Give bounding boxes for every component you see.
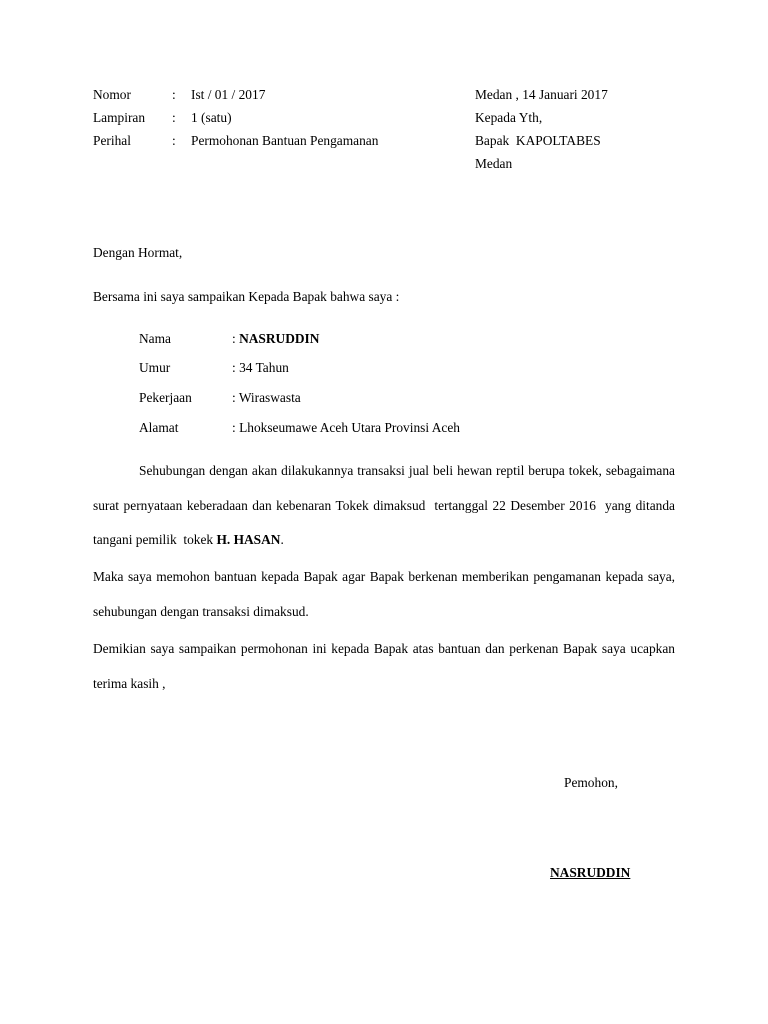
recipient-line-2: Bapak KAPOLTABES: [475, 133, 601, 148]
recipient-line-3: Medan: [475, 156, 513, 171]
nomor-label: Nomor: [93, 87, 131, 102]
nomor-colon: :: [172, 87, 176, 102]
perihal-colon: :: [172, 133, 176, 148]
paragraph-2: Maka saya memohon bantuan kepada Bapak agar Bapak berkenan memberikan pengamanan kepada saya, sehubungan dengan transaksi dimaksud.: [93, 569, 675, 619]
intro-text: Bersama ini saya sampaikan Kepada Bapak bahwa saya :: [93, 289, 400, 304]
nama-label: Nama: [139, 331, 171, 346]
alamat-value: : Lhokseumawe Aceh Utara Provinsi Aceh: [232, 420, 460, 435]
pemohon-label: Pemohon,: [564, 775, 618, 790]
pekerjaan-value: : Wiraswasta: [232, 390, 301, 405]
pekerjaan-label: Pekerjaan: [139, 390, 192, 405]
letter-date: Medan , 14 Januari 2017: [475, 87, 608, 102]
lampiran-colon: :: [172, 110, 176, 125]
perihal-label: Perihal: [93, 133, 131, 148]
nomor-value: Ist / 01 / 2017: [191, 87, 266, 102]
umur-label: Umur: [139, 360, 171, 375]
recipient-line-1: Kepada Yth,: [475, 110, 543, 125]
nama-prefix: :: [232, 331, 240, 346]
lampiran-label: Lampiran: [93, 110, 146, 125]
paragraph-3: Demikian saya sampaikan permohonan ini kepada Bapak atas bantuan dan perkenan Bapak saya ucapkan terima kasih ,: [93, 641, 675, 691]
paragraph-1: [93, 454, 679, 558]
umur-value: : 34 Tahun: [232, 360, 289, 375]
nama-value: NASRUDDIN: [239, 331, 320, 346]
paragraph-1-text: Sehubungan dengan akan dilakukannya transaksi jual beli hewan reptil berupa tokek, sebagaimana surat pernyataan keberadaan dan kebenaran Tokek dimaksud tertanggal 22 Desember 2016 yang ditanda tangani pemilik tokek: [93, 463, 679, 547]
paragraph-1-bold-name: H. HASAN: [216, 532, 281, 547]
paragraph-1-end: .: [280, 532, 284, 547]
salutation: Dengan Hormat,: [93, 245, 183, 260]
signatory-name: NASRUDDIN: [550, 865, 631, 880]
lampiran-value: 1 (satu): [191, 110, 232, 125]
alamat-label: Alamat: [139, 420, 179, 435]
nama-field: [232, 330, 319, 348]
perihal-value: Permohonan Bantuan Pengamanan: [191, 133, 379, 148]
